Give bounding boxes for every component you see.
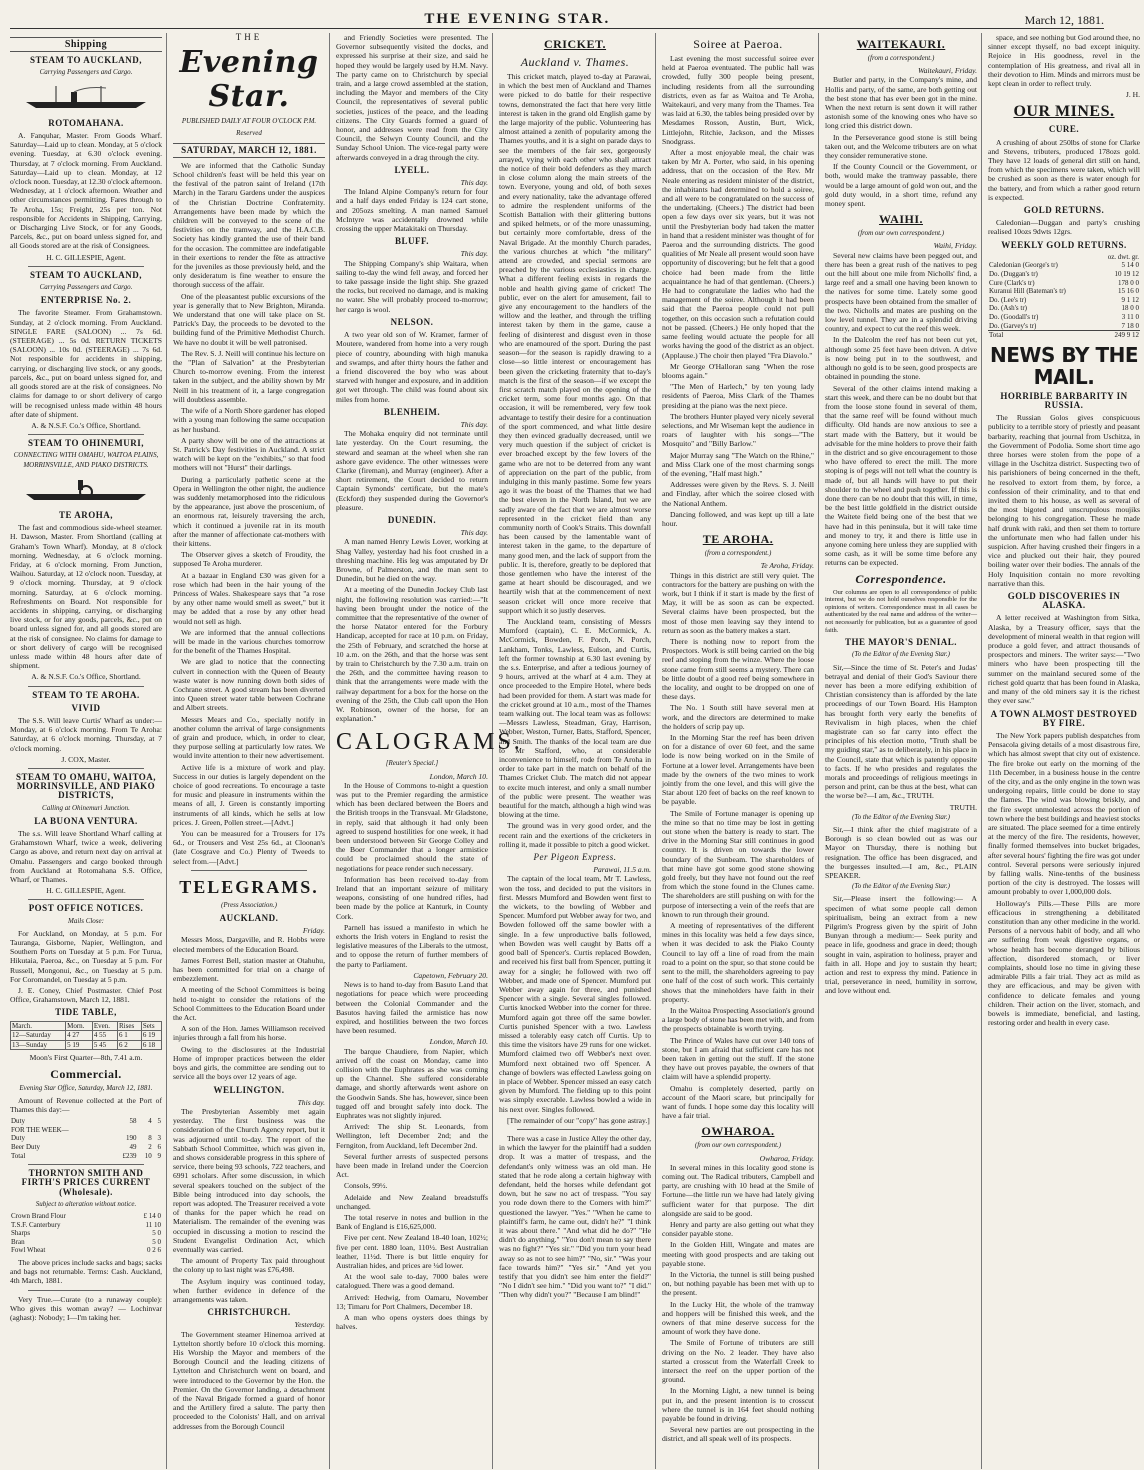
dateline-day: This day. (460, 419, 488, 429)
column-7 (988, 33, 1144, 1469)
paragraph: There is nothing now to report from the Prospectors. Work is still being carried on the big reef and stoping from the winze. Where the loose stone came from still seems a mystery. There can be little doubt of a good reef being somewhere in the locality, and ought to be dropped on one of these days. (662, 636, 814, 702)
paragraph: In the Morning Light, a new tunnel is being put in, and the present intention is to crosscut where the tunnel is in 164 feet should nothing payable be found in driving. (662, 1386, 814, 1424)
letter-body: Sir,—I think after the chief magistrate of a Borough is so clean bowled out as was our Mayor on Thursday, there is nothing but resignation. The office has been disgraced, and the burgesses insulted.—I am, &c., PLAIN SPEAKER. (825, 824, 977, 880)
paragraph: Several new parties are out prospecting in the district, and all speak well of its prospects. (662, 1425, 814, 1444)
ad-body: The S.S. Will leave Curtis' Wharf as under:— Monday, at 6 o'clock morning. From Te Aroha: Saturday, at 6 o'clock morning. Thursday, at 7 o'clock morning. (10, 715, 162, 753)
gold-returns-table (988, 253, 1140, 340)
column-1 (10, 33, 167, 1469)
paragraph: We are informed that the annual collections will be made in the various churches tomorrow for the benefit of the Thames Hospital. (173, 627, 325, 656)
post-office-body: For Auckland, on Monday, at 5 p.m. For Tauranga, Gisborne, Napier, Wellington, and Southern Ports on Tuesday at 5 p.m. For Turua, Hikutaia, Paeroa, &c., on Tuesday at 5 p.m. For Russell, Mongonui, &c., on Tuesday at 5 p.m. For Coromandel, on Tuesday at 5 p.m. (10, 928, 162, 984)
dateline-day: Friday. (302, 926, 325, 936)
paragraph: A meeting of the School Committees is being held to-night to consider the relations of the School Committees to the Education Board under the Act. (173, 985, 325, 1023)
paragraph: The captain of the local team, Mr T. Lawless, won the toss, and decided to put the visitors in first. Messrs Mumford and Bowden went first to the wickets, to the bowling of Webber and Spencer. Mumford put Webber away for two, and Bowden followed off the same bowler with a single. In a few unproductive balls followed, when Bowden was well caught by Batts off a good ball of Spencer's. Curtis replaced Bowden, and received his first ball from Spencer, putting it away for a single; he followed with two off Webber, and made one of Spencer. Mumford put Webber away again for three, and punished Spencer with a single. Several singles followed. Curtis knocked Webber into the corner for three. Mumford again got three off the same bowler. Curtis punished Spencer with a two. Lawless missed a tolerably easy catch off Curtis. Up to this time the visitors have 29 runs for one wicket. Mumford claimed two off Webber's next over. Mumford next obtained two off Spencer. A change of bowlers was effected Lawless going on in place of Webber. Spencer missed an easy catch given by Mumford. The fielding up to this point was simply execrable. Lawless bowled a wide in his next over. Singles followed. (499, 874, 651, 1114)
match-title: Auckland v. Thames. (520, 55, 630, 69)
ad-agent: H. C. GILLESPIE, Agent. (46, 886, 126, 896)
post-office-sub: Mails Close: (68, 916, 104, 925)
paragraph: The Government steamer Hinemoa arrived at Lyttelton shortly before 10 o'clock this morning. His Worship the Mayor and members of the Borough Council and the leading citizens of Lyttelton and Christchurch went on board, and were introduced to the Governor by the Hon. the Premier. On the Governor landing, a detachment of the Naval Brigade formed a guard of honor and the Artillery fired a salute. The party then proceeded to the Colonists' Hall, and on arrival addresses from the Borough Council (173, 1329, 325, 1431)
dateline-day: This day. (460, 178, 488, 188)
paragraph: Dancing followed, and was kept up till a late hour. (662, 509, 814, 528)
paragraph: Consols, 99½. (344, 1181, 388, 1191)
advertisement: Holloway's Pills.—These Pills are more efficacious in strengthening a debilitated constitution than any other medicine in the world. Persons of a nervous habit of body, and all who are suffering from weak digestive organs, or whose health has become deranged by bilious affection, disordered stomach, or liver complaints, should lose no time in giving these admirable Pills a fair trial. They act as mild as they are efficacious, and may be given with confidence to delicate females and young children. Their action on the liver, stomach, and bowels is immediate, beneficial, and lasting, restoring order and health in every case. (988, 898, 1140, 1028)
paragraph: In the Victoria, the tunnel is still being pushed on, but nothing payable has been met with up to the present. (662, 1269, 814, 1298)
article-title: A TOWN ALMOST DESTROYED BY FIRE. (990, 708, 1138, 728)
ad-subtitle: Calling at Ohinemuri Junction. (42, 803, 130, 812)
paragraph: The total reserve in notes and bullion in the Bank of England is £16,625,000. (336, 1212, 488, 1232)
column-5 (662, 33, 819, 1469)
shipping-ad-4 (10, 691, 162, 764)
column-6 (825, 33, 982, 1469)
telegrams-heading: TELEGRAMS. (179, 876, 319, 897)
table-row: Do. (Lee's tr) 9 1 12 (989, 295, 1139, 304)
paragraph: In the Dalcolm the reef has not been cut yet, although some 25 feet have been driven. A drive is now being put in to the southwest, and although no gold is to be seen, good prospects are obtained in pounding the stone. (825, 335, 977, 382)
paragraph: This cricket match, played to-day at Parawai, in which the best men of Auckland and Thames were picked to do battle for their respective towns, demonstrated the fact that here very little interest is taken in the grand old English game by the large majority of the public. Volunteering has almost attained a zenith of popularity among the Thames youths, and it is a sight on parade days to see the members of the fair sex, gorgeously arrayed, vying with each other who shall attract the notice of their bold defenders as they march in close column along the main streets of the town. Everyone, young and old, of both sexes and every nationality, take the advantage offered to admire the resplendent uniforms of the Scottish Battalion with their glittering buttons and spiked helmets, or of the more unassuming, but certainly more comfortable, dress of the Naval Brigade. At the monthly Church parades, the various churches at which "the military" attend are crowded, and special sermons are preached by the various ecclesiastics in charge. What a different feeling exists in regards the noble and health giving game of cricket! The public, ever on the alert for amusement, fail to give any encouragement to the handlers of the willow and the leather, and through the trifling interest taken by them in the game, cause a feeling of disinterest and disgust even in those who are enamoured of the sport. During the past season—for the season is rapidly drawing to a close—so little interest or encouragement has been given the cricketing fraternity that to-day's match is the first of the season—if we except the first scratch match played on the opening of the cricket term, some four months ago. On that occasion, it will be remembered, very few took advantage to testify their desire for a continuation of the sport commenced, and what little desire they then evinced gradually decreased, until we very much question if the subject of cricket is ever broached except by the few lovers of the game who are not to be deterred from any want of appreciation on the part of the public, from indulging in this manly pastime. Some few years ago it was the boast of the Thames that we had the best eleven in the North Island, but we are sadly aware of the fact that we are almost worse represented in the cricket field than any community north of Cook's Straits. This downfall has been caused by the lamentable want of interest taken in the game, to the departure of many good men, and the lack of support from the public. It is, therefore, greatly to be deplored that those gentlemen who have the interest of the game at heart should be discouraged, and we heartily wish that at the commencement of next season cricket will once more receive that support which it so justly deserves. (499, 72, 651, 615)
paragraph: In the Waitoa Prospecting Association's ground a large body of stone has been met with, and from the prospects obtainable is worth trying. (662, 1005, 814, 1034)
paragraph: Addresses were given by the Revs. S. J. Neill and Findlay, after which the soiree closed with the National Anthem. (662, 480, 814, 508)
weekly-returns-heading: WEEKLY GOLD RETURNS. (1001, 239, 1127, 250)
ad-title: STEAM TO OHINEMURI, (28, 438, 144, 449)
waitekauri-heading: WAITEKAURI. (856, 37, 946, 51)
pigeon-express: Per Pigeon Express. (533, 852, 617, 863)
paragraph: A crushing of about 250lbs of stone for Clarke and Stevens, tributers, produced 178ozs gold. They have 12 loads of general dirt still on hand, from which the specimens were taken, which will be crushed as soon as there is water enough for the battery, and from which a rather good return is expected. (988, 137, 1140, 202)
ad-agent: H. C. GILLESPIE, Agent. (46, 252, 126, 262)
paragraph: One of the pleasantest public excursions of the year is generally that to New Brighton, Miranda. We understand that one will take place on St. Patrick's Day, the proceeds to be devoted to the building fund of the Primitive Methodist Church. We have no doubt it will be well patronised. (173, 291, 325, 347)
table-row: Sharps 5 0 (11, 1229, 161, 1238)
article-title: HORRIBLE BARBARITY IN RUSSIA. (1000, 390, 1128, 410)
paragraph: "The Men of Harlech," by ten young lady residents of Paeroa, Miss Clark of the Thames presiding at the piano was the next piece. (662, 382, 814, 410)
dateline-day: Yesterday. (294, 1320, 325, 1330)
paragraph: Caledonian—Duggan and party's crushing realised 10ozs 9dwts 12grs. (988, 218, 1140, 237)
dateline-auckland: AUCKLAND. (219, 913, 279, 924)
ad-subtitle: CONNECTING WITH OMAHU, WAITOA PLAINS, MORRINSVILLE, AND PIAKO DISTRICTS. (13, 451, 159, 469)
dateline-day: Waitekauri, Friday. (918, 66, 977, 76)
dateline-day: This day. (460, 249, 488, 259)
ad-title: STEAM TO AUCKLAND, (30, 269, 142, 280)
news-by-mail-heading: NEWS BY THE MAIL. (990, 342, 1138, 389)
paragraph: Messrs Mears and Co., specially notify in another column the arrival of large consignments of grain and produce, which, in order to clear, they purpose selling at particularly low rates. We would invite attention to their new advertisement. (173, 714, 325, 761)
paragraph: A son of the Hon. James Williamson received injuries through a fall from his horse. (173, 1024, 325, 1043)
table-row: Duty 58 4 5 (11, 1117, 161, 1126)
newspaper-title: Evening Star. (179, 45, 319, 115)
ad-body: The s.s. Will leave Shortland Wharf calling at Grahamstown Wharf, twice a week, delivering Cargo as above, and return next day on arrival at Omahu. Passengers and cargo booked through from Auckland at Rotomahana S.S. Office, Wharf, or Thames. (10, 829, 162, 885)
ship-name: TE AROHA, (58, 509, 113, 520)
paragraph: Owing to the disclosures at the Industrial Home of improper practices between the elder boys and girls, the committee are sending out to service all the boys over 12 years of age. (173, 1044, 325, 1082)
paragraph: In the Perseverance good stone is still being taken out, and the Welcome tributers are on what they consider remunerative stone. (825, 132, 977, 161)
table-header-row: oz. dwt. gr. (1107, 252, 1139, 261)
dateline-day: This day. (460, 528, 488, 538)
dateline-day: This day. (297, 1097, 325, 1107)
paragraph: You can be measured for a Trousers for 17s 6d., or Trousers and Vest 25s 6d., at Cloonan's (late Cosgrave and Co.) Plenty of Tweeds to select from.—[Advt.] (173, 829, 325, 866)
paragraph: Parnell has issued a manifesto in which he exhorts the Irish voters in England to resist the legislative measures of the Liberals to the utmost, and to oppose the return of further members of the party to Parliament. (336, 922, 488, 969)
letter-to: (To the Editor of the Evening Star.) (852, 812, 950, 821)
dateline-blenheim: BLENHEIM. (383, 406, 441, 417)
paragraph: space, and see nothing but God around thee, no sinner except thyself, no bad except iniquity. Rejoice in His goodness, revel in the contemplation of His greatness, and rival all in their devotion to Him. Minds and mirrors must be kept clean in order to reflect truly. (988, 33, 1140, 89)
table-header-row: March. Morn. Even. Rises Sets (11, 1021, 162, 1031)
paragraph: At a bazaar in England £30 was given for a rose which had been in the hair young of the Princess of Wales. Shakespeare says that "a rose by any other name would smell as sweet," but it may be added that a rose by any other head would not sell as high. (173, 570, 325, 626)
ad-agent: A. & N.S.F. Co.'s Office, Shortland. (31, 672, 141, 682)
table-row: Kuranui Hill (Bateman's tr) 15 16 0 (989, 287, 1139, 296)
paragraph: The Observer gives a sketch of Froudity, the supposed Te Aroha murderer. (173, 550, 325, 569)
paragraph: Omahu is completely deserted, partly on account of the Maori scare, but principally for want of funds. I hope some day this locality will have a fair trial. (662, 1083, 814, 1121)
post-office-title: POST OFFICE NOTICES. (28, 903, 144, 914)
gold-returns-heading: GOLD RETURNS. (1023, 205, 1105, 216)
dateline-london: London, March 10. (429, 771, 488, 781)
letter-title: THE MAYOR'S DENIAL. (845, 637, 957, 648)
post-office-sign: J. E. Coney, Chief Postmaster. Chief Post Office, Grahamstown, March 12, 1881. (10, 986, 162, 1005)
paragraph: Several of the other claims intend making a start this week, and there can be no doubt but that from the loose stone found in several of them, that the same reef will be found without much difficulty. Old hands are now anxious to see a start made with the Battery, but it would be advisable for the mine holders to prove their faith in the district and so give encouragement to those who have offered to erect the mill. The more stoping is of pegs will not tell what the country is made of, but all hands will have to put their shoulder to the wheel and push together. If this is done there can be no doubt that this will, in time, be the best little goldfield in the district outside the Waitete field being one of the best that we have had in this peninsula, but it will take time and money to try, it and there is little use in anyone coming here unless they are supplied with some cash, as it will be some time before any returns can be expected. (825, 383, 977, 568)
paragraph: A meeting of representatives of the different mines in this locality was held a few days since, when it was decided to ask the Piako County Council to lay off a line of road from the main road to a point on the spur, so that stone could be sent to the mill, the shareholders agreeing to pay one half of the cost of such work. This certainly shows that the mineholders have faith in their property. (662, 921, 814, 1004)
dateline-christchurch: CHRISTCHURCH. (207, 1307, 291, 1318)
paragraph: [The remainder of our "copy" has gone astray.] (507, 1115, 650, 1125)
paragraph: The Mohaka enquiry did not terminate until late yesterday. On the Court resuming, the steward and seaman at the wheel when she ran ashore gave evidence. The other witnesses were Clarke (fireman), and Murray (engineer). After a short retirement, the Court decided to return Captain Symonds' certificate, but the mate's (Eckford) they suspended during the Governor's pleasure. (336, 429, 488, 512)
ship-name: VIVID (71, 702, 101, 713)
article-title: GOLD DISCOVERIES IN ALASKA. (1007, 591, 1121, 611)
owharoa-heading: OWHAROA. (701, 1124, 775, 1139)
paragraph: The amount of Property Tax paid throughout the colony up to last night was £76,498. (173, 1256, 325, 1275)
paragraph: and Friendly Societies were presented. The Governor subsequently visited the docks, and expressed his surprise at their size, and said he hoped they would be largely used by H.M. Navy. The party came on to Christchurch by special train, and a large crowd assembled at the station, including the Mayor and members of the City Council, the representatives of several public societies, justices of the peace, and the leading citizens. The City Guards formed a guard of honor, and addresses were read from the City Council, the Selwyn County Council, and the Sunday School Union. The vice-regal party were afterwards conveyed in a drag through the city. (336, 33, 488, 162)
dateline-day: Waihi, Friday. (933, 241, 977, 251)
paragraph: The Rev. S. J. Neill will continue his lecture on the "Plan of Salvation" at the Presbyterian Church to-morrow evening. From the interest taken in the subject, and the ability shown by Mr Neill in his treatment of it, a large congregation will doubtless assemble. (173, 348, 325, 404)
revenue-table (10, 1117, 162, 1160)
paragraph: The New York papers publish despatches from Pensacola giving details of a most disastrous fire, which has almost swept that city out of existence. The fire broke out early on the morning of the 11th December, in a business house in the centre of the city, and as the only engine in the town was undergoing repairs, little could be done to stay the flames. The wind was blowing briskly, and the fire swept unmolested across the portion of town where the best buildings and heaviest stocks are situated. The place seemed for a time entirely at the mercy of the fire. The residents, however, finally formed themselves into bucket brigades, after several hours' fighting the fire was got under control. Several persons were seriously injured by falling walls. Nine-tenths of the business portion of the city is destroyed. The losses will amount probably to over 1,000,000 dols. (988, 730, 1140, 897)
dateline-capetown: Capetown, February 20. (413, 970, 488, 980)
paragraph: Active life is a mixture of work and play. Success in our duties is largely dependent on the choice of good recreations. To encourage a taste for music and pleasure in instruments within the means of all, J. Green is constantly importing instruments of all kinds, which he sells at low prices. J. Green, Pollen street.—[Advt.] (173, 762, 325, 827)
paragraph: The Shipping Company's ship Waitara, when sailing to-day the wind fell away, and forced her to take passage inside the light ship. She grazed the rocks, but received no damage, and is making no water. She will probably proceed to-morrow; her cargo is wool. (336, 258, 488, 314)
paragraph: After a most enjoyable meal, the chair was taken by Mr A. Porter, who said, in his opening address, that on the occasion of the Rev. Mr Neale entering as resident minister of the district, the inhabitants had determined to hold a soiree, and all were to be congratulated on the success of the undertaking. (Cheers.) The district had been open a few days over six years, but it was not until the Presbyterian body had taken the matter in hand that a resident minister was thought of for Paeroa and the surrounding districts. The good qualities of Mr Neale all present would soon have opportunity of discovering; but he felt that a good choice had been made from the little acquaintance he had of that gentleman. (Cheers.) He had to congratulate the ladies who had the management of the soiree. Although it had been said that the Paeroa people could not pull together, on this occasion such a refutation could not be passed. (Cheers.) He only hoped that the same feeling would actuate the people for all works having the good of the district as an object. (Applause.) The choir then played "Fra Diavolo." (662, 148, 814, 360)
paragraph: The Inland Alpine Company's return for four and a half days ended Friday is 124 cart stone, and 205ozs smelting. A man named Samuel McIntyre was accidentally drowned while crossing the upper Matakitaki on Thursday. (336, 187, 488, 234)
table-row: Do. (Duggan's tr) 10 19 12 (989, 270, 1139, 279)
reserved-note: Reserved (236, 129, 262, 138)
table-row: 12—Saturday 4 27 4 55 6 1 6 19 (11, 1031, 162, 1041)
letter-body: Sir,—Since the time of St. Peter's and Judas' betrayal and denial of their God's Saviour there never has been a more edifying exhibition of Christian consistency than is afforded by the late proceedings of our Town Board. His Hampton has brought forth very early the benefits of Revivalism in high places, when the chief magistrate can so far carry into effect the principles of his election motto, "Truth shall be my guiding star," as to deliberately, in his place in the Council, state that which is patently opposite to facts. If he who presides and regulates the morals and proceedings of religious meetings in person and print, can be thus at the best, what can the worse be?—I am, &c., TRUTH. (825, 662, 977, 801)
table-row: Do. (Ash's tr) 18 0 0 (989, 304, 1139, 313)
paragraph: During a particularly pathetic scene at the Opera in Wellington the other night, the audience was suddenly metamorphosed into the ridiculous by the appearance, just above the proscenium, of an enormous rat, leisurely traversing the arch, which it continued a juvenile rat in its mouth after the manner of affectionate cat-mothers with their kittens. (173, 474, 325, 548)
paragraph: The Asylum inquiry was continued today, when further evidence in defence of the arrangements was taken. (173, 1276, 325, 1304)
letter-to: (To the Editor of the Evening Star.) (852, 882, 950, 891)
paragraph: The No. 1 South still have several men at work, and the directors are determined to make the holders of scrip pay up. (662, 703, 814, 731)
commercial-title: Commercial. (50, 1066, 122, 1081)
ship-name: ENTERPRISE No. 2. (40, 295, 132, 306)
paragraph: Things in this district are still very quiet. The contractors for the battery are pushing on with the work, but I think if it start is made by the first of May, it will be as soon as can be expected. Several claims have been prospected, but the most of those men leaving say they intend to return as soon as the battery makes a start. (662, 570, 814, 635)
cricket-heading: CRICKET. (543, 37, 607, 51)
commercial-sub: Evening Star Office, Saturday, March 12, 1881. (19, 1083, 153, 1092)
table-row: Fowl Wheat 0 2 6 (11, 1246, 161, 1255)
ad-title: STEAM TO TE AROHA. (32, 689, 140, 700)
table-row: Crown Brand Flour £ 14 0 (11, 1212, 161, 1221)
paragraph: In the Lucky Hit, the whole of the tramway and hoppers will be finished this week, and the owners of that mine deserve success for the amount of work they have done. (662, 1299, 814, 1337)
paragraph: Several further arrests of suspected persons have been made in Ireland under the Coercion Act. (336, 1151, 488, 1180)
letter-sign: TRUTH. (949, 802, 977, 812)
paragraph: We are glad to notice that the connecting culvert in connection with the Queen of Beauty waste water is now running down both sides of Cochrane street. A good stream has been diverted into Queen street water table between Cochrane and Albert streets. (173, 657, 325, 713)
ad-body: The fast and commodious side-wheel steamer. H. Dawson, Master. From Shortland (calling at Graham's Town Wharf). Monday, at 8 o'clock morning. Wednesday, at 6 o'clock morning. Friday, at 6 o'clock morning. From Junction, Waihou. Saturday, at 12 o'clock noon. Tuesday, at 9 o'clock morning. Thursday, at 9 o'clock morning. Saturday, at 6 o'clock morning. Refreshments on Board. Not responsible for accidents in shipping, carrying, or discharging live stock, or for any goods, parcels, &c., put on board unless signed for, and all goods stored are at the risk of consignee. No claims for damage to or short delivery of cargo will be recognised unless made within 48 hours after date of shipment. (10, 523, 162, 671)
ship-name: LA BUONA VENTURA. (34, 815, 138, 826)
ad-title: STEAM TO OMAHU, WAITOA, MORRINSVILLE, AND PIAKO DISTRICTS, (15, 772, 157, 801)
paragraph: The brothers Hunter played very nicely several selections, and Mr Wiseman kept the audience in roars of laughter with his songs—"The Mosquito" and "Billy Barlow." (662, 411, 814, 449)
title-the: THE (235, 32, 263, 42)
calograms-heading: CALOGRAMS. (336, 729, 523, 756)
dateline-bluff: BLUFF. (395, 236, 429, 247)
paragraph: In the Golden Hill, Wingate and mates are meeting with good prospects and are taking out payable stone. (662, 1240, 814, 1268)
ad-body: A. Fanquhar, Master. From Goods Wharf. Saturday—Laid up to clean. Monday, at 5 o'clock evening. Tuesday, at 6.30 o'clock evening. Thursday, at 7 o'clock morning. From Auckland. Saturday—Laid up to clean. Monday, at 12 o'clock noon. Tuesday, at 12.30 o'clock afternoon. Wednesday, at 1 o'clock afternoon. Weather and other circumstances permitting. Fares through to Te Aroha, 15s; Freight, 25s per ton. Not responsible for Accidents in Shipping, Carrying, or Discharging Live Stock, or for any Goods, Parcels, &c., put on board unless signed for, and all Goods stored are at the risk of Consignees. (10, 131, 162, 251)
ad-agent: J. COX, Master. (61, 754, 111, 764)
paragraph: The Auckland team, consisting of Messrs Mumford (captain), C. E. McCormick, A. McCormick, Bowden, F. Porch, N. Porch, Lankham, Tonks, Lawless, Eulson, and Curtis, left the former township at 6.30 last evening by the s.s. Enterprise, and after a tedious journey of 9 hours, arrived at the wharf at 4 a.m. They at once proceeded to the Empire Hotel, where beds had been provided for them. A start was made for the cricket ground at 10 a.m., most of the Thames team walking out. The local team was as follows:—Messrs Lawless, Steadman, Gray, Harrison, Webber, Weston, Turner, Batts, Stafford, Spencer, and Smith. The thanks of the local team are due to Mr Stafford, who, at considerable inconvenience to himself, rode from Te Aroha in order to take part in the match on behalf of the Thames Cricket Club. The match did not appear to excite much interest, and only a small number of the public were present. The weather was beautiful for the match, although a high wind was blowing at the time. (499, 616, 651, 820)
table-row: Cure (Clark's tr) 178 0 0 (989, 278, 1139, 287)
correspondent-note: (from a correspondent.) (704, 549, 772, 558)
paragraph: At the wool sale to-day, 7000 bales were catalogued. There was a good demand. (336, 1272, 488, 1291)
correspondent-note: (from a correspondent.) (867, 54, 935, 62)
dateline-wellington: WELLINGTON. (213, 1084, 285, 1095)
dateline-dunedin: DUNEDIN. (387, 514, 437, 525)
steamship-icon (10, 84, 162, 110)
tagline: PUBLISHED DAILY AT FOUR O'CLOCK P.M. (181, 117, 317, 126)
ad-title: STEAM TO AUCKLAND, (30, 55, 142, 66)
shipping-ad-2 (10, 271, 162, 430)
shipping-ad-1 (10, 56, 162, 262)
paragraph: Arrived: Hedwig, from Oamaru, November 13; Timaru for Port Chalmers, December 18. (336, 1292, 488, 1311)
paddle-steamer-icon (10, 476, 162, 502)
paragraph: The Russian Golos gives conspicuous publicity to a terrible story of priestly and peasant barbarity, reaching that journal from Uschitza, in the Government of Podolia. Some short time ago three horses were stolen from the pope of a village in the Uschitza district. Suspecting two of his parishioners of being concerned in the theft, he resolved to extort from them, by force, a confession of their criminality, and to that end invited them to his house, as well as several of the most bigoted and unscrupulous moujiks belonging to his congregation. These he made half drunk with raki, and then set them to torture the unfortunate men who had fallen under his suspicion. After having crushed their fingers in a vice and plucked out their hair, they poured boiling water over their bodies. The annals of the Holy Inquisition contain no more revolting narrative than this. (988, 413, 1140, 588)
paragraph: We are informed that the Catholic Sunday School children's feast will be held this year on the festival of the patron saint of Ireland (17th March) in the Tararu Gardens under the auspices of the Christian Doctrine Confraternity. Arrangements have been made by which the children will be conveyed to the scene of the festivities on the tramway, and the H.A.C.B. Society has kindly granted the use of their band for the occasion. The committee are indefatigable in their exertions to render the fête as attractive for the juveniles as those previously held, and the only desideratum is fine weather to ensure the thorough success of the affair. (173, 160, 325, 290)
dateline-london: London, March 10. (429, 1037, 488, 1047)
correspondent-note: (from our own correspondent.) (694, 1141, 782, 1150)
cure-heading: CURE. (1048, 124, 1080, 135)
paragraph: If the County Council or the Government, or both, would make the tramway passable, there would be a large amount of gold won out, and the gold duty would, in a short time, refund any money spent. (825, 162, 977, 209)
letter-body: Sir,—Please insert the following:— A specimen of what some people call demon spiritualism, being an extract from a new Pilgrim's Progress given by the spirit of John Bunyan through a medium:— Seek purity and peace in life, goodness and grace in deed; though sought in vain, aspiration to holiness, prayer and faith in all. Hope and joy to sustain thy heart; action and rest to express thy mind. Patience in trial, perseverance in need, humility in sorrow, and love without end. (825, 894, 977, 996)
paragraph: Adelaide and New Zealand breadstuffs unchanged. (336, 1192, 488, 1211)
paragraph: Several new claims have been pegged out, and there has been a great rush of the natives to peg out the hill about one mile from Nicholls' find, a large reef and a small one having been known to the natives for some time. Lately some good prospects have been obtained from the smaller of the two. Nicholls and mates are pushing on the low level tunnel. They are in a splendid driving country, and expect to cut the reef this week. (825, 250, 977, 334)
shipping-ad-3 (10, 439, 162, 681)
paragraph: The Smile of Fortune manager is opening up the mine so that no time may be lost in getting out stone when the battery is ready to start. The drive in the Morning Star still continues in good country. It is driven on towards the lower boundary of the Sunbeam. The shareholders of that mine have got some good stone showing gold freely, but they have not found out the reef from which the stone found in the Clunes came. The shareholders are still pushing on with for the purpose of intersecting a vein of the reefs that are known to run through their ground. (662, 808, 814, 919)
dateline-lyell: LYELL. (394, 164, 430, 175)
table-row: Do. (Goodall's tr) 3 11 0 (989, 313, 1139, 322)
dateline-nelson: NELSON. (390, 316, 434, 327)
commercial-intro: Amount of Revenue collected at the Port of Thames this day:— (10, 1095, 162, 1115)
paragraph: The ground was in very good order, and the recent rain and the exertions of the cricketers in rolling it, made it possible to pitch a good wicket. (499, 821, 651, 849)
header-date: March 12, 1881. (1024, 13, 1104, 27)
paragraph: A man who opens oysters does things by halves. (336, 1313, 488, 1332)
paragraph: In several mines in this locality good stone is coming out. The Radical tributers, Campbell and party, are crushing with 10 head at the Smile of Fortune—the little run we have had lately giving sufficient water for that purpose. The dirt alongside are said to be good. (662, 1162, 814, 1218)
table-row: Caledonian (George's tr) 5 14 0 (989, 261, 1139, 270)
prices-note: The above prices include sacks and bags; sacks and bags not returnable. Terms: Cash. Auckland, 4th March, 1881. (10, 1258, 162, 1286)
reuter-special: [Reuter's Special.] (385, 759, 439, 768)
letter-sign: J. H. (1125, 90, 1140, 100)
paragraph: Arrived: The ship St. Leonards, from Wellington, left December 2nd; and the Ferngiton, from Auckland, left December 2nd. (336, 1122, 488, 1150)
paragraph: In the House of Commons to-night a question was put to the Premier regarding the armistice which has been declared between the Boers and the British troops in the Transvaal. Mr Gladstone, in reply, said that although it had only been agreed to suspend hostilities for one week, it had been understood between Sir George Colley and the Boer Commander that a longer armistice could be proclaimed should the state of negotiations for peace render such necessary. (336, 780, 488, 873)
paragraph: Major Murray sang "The Watch on the Rhine," and Miss Clark one of the most charming songs of the evening, "Half mast high." (662, 450, 814, 478)
tide-table (10, 1021, 162, 1051)
column-2 (173, 33, 330, 1469)
paragraph: A two year old son of W. Kramer, farmer of Moutere, wandered from home into a very rough piece of country, abounding with high manuka and swamps, and after thirty hours the father and a friend discovered the boy who was about starved with hunger and exposure, and in addition got wet through. The child was found about six miles from home. (336, 330, 488, 404)
paragraph: The Presbyterian Assembly met again yesterday. The first business was the consideration of the Church Agency report, but it was adjourned until to-day. The report of the Sabbath School Committee, which was given in, and shows considerable progress in this sphere of service, there being 93 schools, 722 teachers, and 6991 scholars. After some discussion, in which several speakers touched on the subject of the Bible being introduced into day schools, the report was adopted. The Treasurer received a vote of thanks for the paper which he read on Materialism. The remainder of the evening was occupied in discussing a motion to rescind the Student Evangelist Ordination Act, which eventually was carried. (173, 1106, 325, 1254)
ad-subtitle: Carrying Passengers and Cargo. (39, 68, 133, 77)
paragraph: Five per cent. New Zealand 18-40 loan, 102½; five per cent. 1880 loan, 110½. Best Australian leather, 11½d. There is but little enquiry for Australian hides, and prices are ¼d lower. (336, 1233, 488, 1270)
column-4 (499, 33, 656, 1469)
paragraph: In the Morning Star the reef has been driven on for a distance of over 60 feet, and the same lode is now being worked on in the Smile of Fortune at a lower level. Arrangements have been made by the owners of the two mines to work jointly from the one level, and this will give the Star about 120 feet of backs on the reef known to be payable. (662, 733, 814, 807)
issue-date: SATURDAY, MARCH 12, 1881. (173, 143, 325, 158)
table-row: FOR THE WEEK— (11, 1125, 69, 1134)
header-title: THE EVENING STAR. (424, 11, 611, 27)
paragraph: Mr George O'Halloran sang "When the rose blooms again." (662, 361, 814, 380)
correspondence-heading: Correspondence. (855, 571, 947, 586)
dateline-parawai: Parawai, 11.5 a.m. (593, 865, 651, 875)
paragraph: A letter received at Washington from Sitka, Alaska, by a Treasury officer, says that the development of mineral wealth in that region will produce a gold fever, and attract thousands of prospectors and miners. The writer says:—"Two miners who have been prospecting till the summer on the mainland secured some of the richest gold quartz that has been found in Alaska, and many of the old miners say it is the richest they ever saw." (988, 613, 1140, 706)
paragraph: The Prince of Wales have cut over 140 tons of stone, but I am afraid that sufficient care has not been taken in getting out the stuff. If the stone they have out proves payable, the owners of that claim will have a splendid property. (662, 1035, 814, 1082)
ad-body: The favorite Steamer. From Grahamstown. Sunday, at 2 o'clock morning. From Auckland. SINGLE FARE (SALOON) ... 7s 6d. (STEERAGE) ... 5s 0d. RETURN TICKETS (SALOON) ... 10s 0d. (STEERAGE) ... 7s 6d. Not responsible for accidents in shipping, carrying, or discharging live stock, or any goods, parcels, &c., put on board unless signed for, and all goods stored are at the risk of consignees. No claims for damage to or short delivery of cargo will be recognised unless made within 48 hours after date of shipment. (10, 308, 162, 419)
te-aroha-heading: TE AROHA. (702, 532, 774, 547)
paragraph: A party show will be one of the attractions at St. Patrick's Day festivities in Auckland. A strict watch will be kept on the "exhibits," so that food mothers will not "Hurst" their darlings. (173, 435, 325, 473)
ad-subtitle: Carrying Passengers and Cargo. (39, 283, 133, 292)
moon-phase: Moon's First Quarter—8th, 7.41 a.m. (29, 1053, 143, 1063)
tide-table-title: TIDE TABLE, (55, 1007, 117, 1018)
soiree-heading: Soiree at Paeroa. (693, 37, 783, 51)
curate-joke: Very True.—Curate (to a runaway couple): Who gives this woman away? — Lochinvar (aghast): Nobody; I—I'm taking her. (10, 1294, 162, 1323)
paragraph: News is to hand to-day from Basuto Land that negotiations for peace which were proceeding between the Colonial Commander and the Basutos having failed the armistice has now expired, and hostilities between the two forces have been resumed. (336, 980, 488, 1036)
correspondent-note: (from our own correspondent.) (857, 229, 945, 238)
section-title: Shipping (10, 37, 162, 52)
table-row: 13—Sunday 5 19 5 45 6 2 6 18 (11, 1040, 162, 1050)
table-row: Do. (Garvey's tr) 7 18 0 (989, 321, 1139, 330)
table-row: Duty 190 8 3 (11, 1134, 161, 1143)
ad-agent: A. & N.S.F. Co.'s Office, Shortland. (31, 420, 141, 430)
our-mines-heading: OUR MINES. (1013, 103, 1115, 121)
dateline-day: Te Aroha, Friday. (760, 561, 814, 571)
paragraph: The wife of a North Shore gardener has eloped with a young man following the same occupation as her husband. (173, 406, 325, 434)
paragraph: Butler and party, in the Company's mine, and Hollis and party, of the same, are both getting out the best stone that has ever been got in the mine. When the next return is sent down it will rather astonish some of the knowing ones who have so long cried this district down. (825, 75, 977, 131)
paragraph: A man named Henry Lewis Lover, working at Shag Valley, yesterday had his foot crushed in a threshing machine. His leg was amputated by Dr Browne, of Palmerston, and the man sent to Dunedin, but he died on the way. (336, 537, 488, 584)
paragraph: There was a case in Justice Alley the other day, in which the lawyer for the plaintiff had a sudden drop. It was a matter of trespass, and the defendant's only witness was an old man. He stated that he rode along a certain highway with defendant, held the horses while defendant got down, but he saw no act of trespass. "You say you rode down there to the Comers with him?" questioned the lawyer. "Yes." "When he came to plaintiff's farm, he came out, didn't he?" "I think it was about there." "And what did he do?" "He didn't do anything." "You don't mean to say there was no fight?" "Yes sir." "Did you turn your head away so as not to see him?" "No, sir." "Was your face towards him?" "Yes sir." "And yet you testify that you didn't see him enter the field?" "No I didn't see him." "Did you want to?" "I did." "Then why didn't you?" "Because I am blind!" (499, 1133, 651, 1300)
table-row: Bran 5 0 (11, 1237, 161, 1246)
table-row: T.S.F. Canterbury 11 10 (11, 1220, 161, 1229)
paragraph: Messrs Moss, Dargaville, and R. Hobbs were elected members of the Education Board. (173, 935, 325, 954)
waihi-heading: WAIHI. (878, 212, 923, 227)
paragraph: Information has been received to-day from Ireland that an important seizure of military weapons, consisting of one hundred rifles, had been made by the police at Kanturk, in County Cork. (336, 874, 488, 921)
dateline-day: Owharoa, Friday. (759, 1153, 814, 1163)
prices-current-title: THORNTON SMITH AND FIRTH'S PRICES CURRENT (Wholesale). (21, 1168, 151, 1197)
column-3 (336, 33, 523, 1469)
paragraph: At a meeting of the Dunedin Jockey Club last night, the following resolution was carried:—"It having been brought under the notice of the committee that the representative of the owner of the horse Natator entered for the Forbury Handicap, accepted for race at 10 p.m. on Friday, the 25th of February, and scratched the horse at 10 a.m. on the 26th, and that the horse was sent by train to Christchurch by the 7.30 a.m. train on the 26th, and the committee having reason to think that the arrangements were made with the railway department for a box for the horse on the evening of the 25th, the Club call upon the Hon W. Robinson, owner of the horse, for an explanation." (336, 585, 488, 724)
paragraph: The barque Chaudiere, from Napier, which arrived off the coast on Monday, came into collision with the Euphrates as she was coming up the Channel. She suffered considerable damage, and shortly afterwards went ashore on the Goodwin Sands. She has, however, since been tugged off and brought safely into dock. The Euphrates was not slightly injured. (336, 1046, 488, 1120)
prices-current-sub: Subject to alteration without notice. (35, 1199, 137, 1208)
paragraph: Last evening the most successful soiree ever held at Paeroa eventuated. The public hall was crowded, fully 300 people being present, including residents from all the surrounding districts, even as far as Waitoa and Te Aroha, Waitekauri, and very many from the Thames. Tea was laid at 6.30, the tables being presided over by Mesdames Rosson, Austin, Burt, Wick, Littlejohn, Ritchie, Jackson, and the Misses Snodgrass. (662, 54, 814, 146)
table-row: Total £239 10 9 (11, 1151, 161, 1160)
correspondence-note: Our columns are open to all correspondence of public interest, but we do not hold ourselves responsible for the opinions of writers. Correspondence must in all cases be authenticated by the real name and address of the writer—not necessarily for publication, but as a guarantee of good faith. (825, 588, 977, 634)
prices-table (10, 1212, 162, 1255)
shipping-ad-5 (10, 773, 162, 895)
letter-to: (To the Editor of the Evening Star.) (852, 650, 950, 659)
table-row: Beer Duty 49 2 6 (11, 1143, 161, 1152)
paragraph: The Smile of Fortune of tributers are still driving on the No. 2 leader. They have also started a crosscut from the Waterfall Creek to intersect the reef on the upper portion of the ground. (662, 1338, 814, 1385)
table-row: Total 249 9 12 (989, 331, 1139, 340)
paragraph: Henry and party are also getting out what they consider payable stone. (662, 1219, 814, 1239)
ship-name: ROTOMAHANA. (48, 117, 124, 128)
press-association: (Press Association.) (221, 900, 277, 909)
paragraph: James Forrest Bell, station master at Otahuhu, has been committed for trial on a charge of embezzlement. (173, 955, 325, 984)
running-header (10, 6, 1104, 29)
